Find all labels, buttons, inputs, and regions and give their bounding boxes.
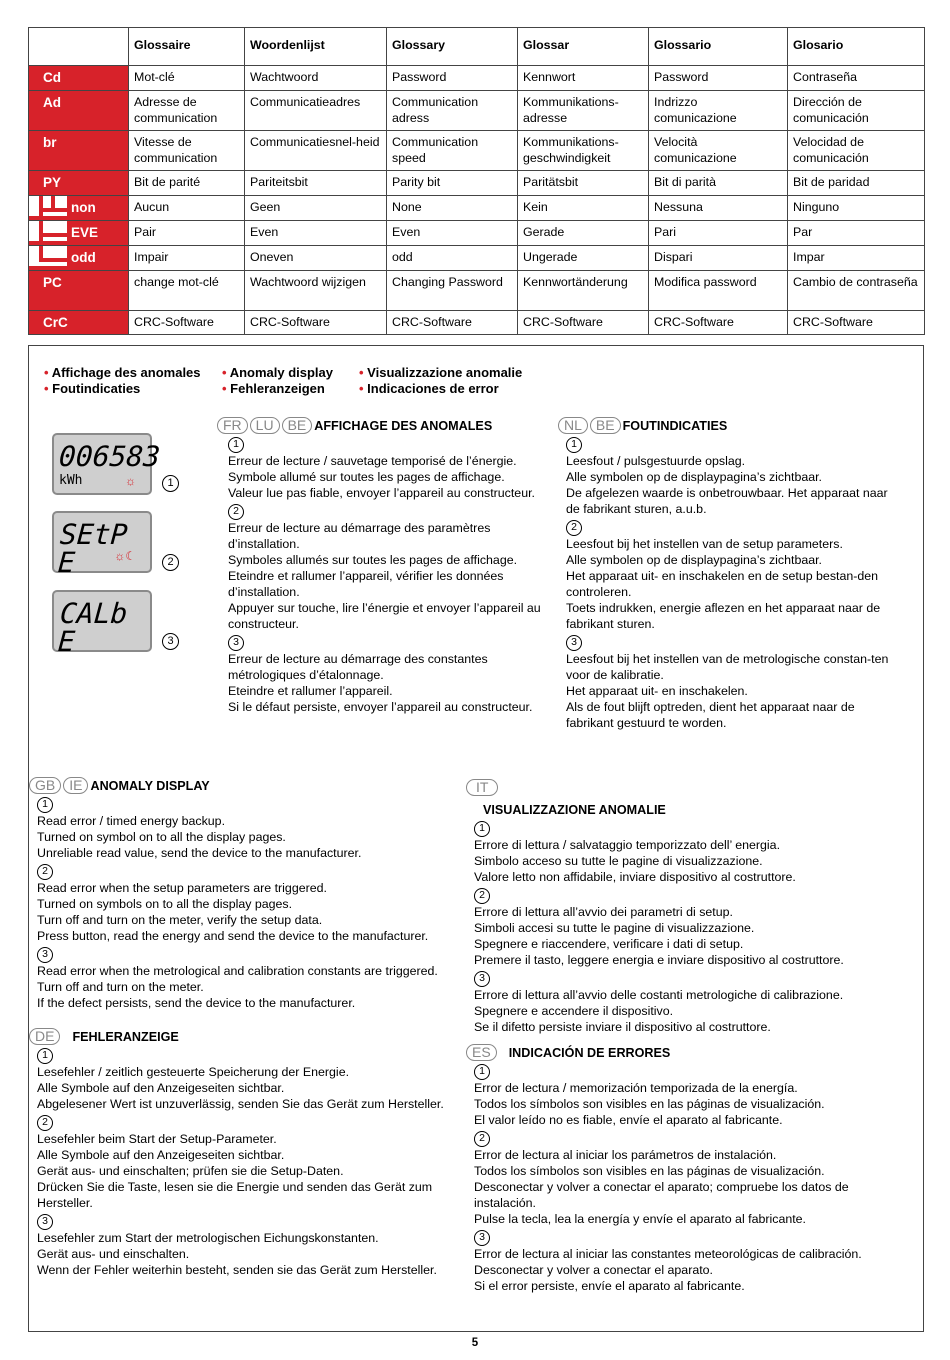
anomaly-box bbox=[28, 345, 924, 1332]
flag-be: BE bbox=[590, 417, 621, 434]
step-number: 3 bbox=[566, 635, 582, 651]
table-cell: Ungerade bbox=[518, 246, 649, 271]
bullet-icon: • bbox=[44, 365, 52, 380]
section-line: Simboli accesi su tutte le pagine di visualizzazione. bbox=[474, 921, 755, 935]
glossary-header-nl: Woordenlijst bbox=[245, 28, 387, 66]
section-line: Erreur de lecture / sauvetage temporisé de l’énergie. bbox=[228, 454, 517, 468]
table-cell: Velocità comunicazione bbox=[649, 131, 788, 171]
flag-nl: NL bbox=[558, 417, 588, 434]
section-line: Wenn der Fehler weiterhin besteht, senden sie das Gerät zum Hersteller. bbox=[37, 1263, 437, 1277]
section-line: Het apparaat uit- en inschakelen. bbox=[566, 684, 748, 698]
section-line: Abgelesener Wert ist unzuverlässig, senden Sie das Gerät zum Hersteller. bbox=[37, 1097, 444, 1111]
lcd-display-energy bbox=[52, 433, 162, 495]
section-line: Desconectar y volver a conectar el aparato; compruebe los datos de instalación. bbox=[474, 1180, 849, 1210]
step-number: 1 bbox=[474, 1064, 490, 1080]
glossary-header-de: Glossar bbox=[518, 28, 649, 66]
section-line: Valeur lue pas fiable, envoyer l’appareil au constructeur. bbox=[228, 486, 535, 500]
table-cell: CRC-Software bbox=[518, 311, 649, 335]
section-nl bbox=[558, 414, 903, 731]
section-line: Drücken Sie die Taste, lesen sie die Energie und senden das Gerät zum Hersteller. bbox=[37, 1180, 433, 1210]
section-de bbox=[29, 1025, 449, 1278]
legend-label: Visualizzazione anomalie bbox=[367, 365, 523, 380]
table-cell: Pari bbox=[649, 221, 788, 246]
row-code: PY bbox=[29, 171, 129, 196]
table-cell: Ninguno bbox=[788, 196, 925, 221]
section-line: Lesefehler beim Start der Setup-Parameter. bbox=[37, 1132, 277, 1146]
table-cell: Par bbox=[788, 221, 925, 246]
section-line: Desconectar y volver a conectar el aparato. bbox=[474, 1263, 713, 1277]
sun-icon: ☼ bbox=[125, 474, 136, 488]
section-line: Spegnere e accendere il dispositivo. bbox=[474, 1004, 674, 1018]
legend-item-es bbox=[359, 381, 499, 397]
section-line: Alle Symbole auf den Anzeigeseiten sichtbar. bbox=[37, 1081, 285, 1095]
table-row bbox=[29, 131, 925, 171]
table-cell: Pariteitsbit bbox=[245, 171, 387, 196]
table-cell: Paritätsbit bbox=[518, 171, 649, 196]
legend-item-it bbox=[359, 365, 522, 381]
table-cell: Bit de paridad bbox=[788, 171, 925, 196]
row-code-sub bbox=[29, 196, 129, 221]
section-es bbox=[466, 1041, 914, 1294]
section-line: Erreur de lecture au démarrage des constantes métrologiques d’étalonnage. bbox=[228, 652, 488, 682]
step-number: 1 bbox=[566, 437, 582, 453]
parity-bracket bbox=[29, 221, 67, 241]
table-cell: None bbox=[387, 196, 518, 221]
parity-bracket bbox=[29, 196, 67, 216]
legend-item-fr bbox=[44, 365, 201, 381]
section-line: Unreliable read value, send the device to the manufacturer. bbox=[37, 846, 362, 860]
table-cell: Wachtwoord wijzigen bbox=[245, 271, 387, 311]
section-line: Eteindre et rallumer l’appareil, vérifier les données d’installation. bbox=[228, 569, 504, 599]
row-code: Ad bbox=[29, 91, 129, 131]
section-line: El valor leído no es fiable, envíe el aparato al fabricante. bbox=[474, 1113, 783, 1127]
table-cell: Even bbox=[387, 221, 518, 246]
bullet-icon: • bbox=[222, 365, 230, 380]
row-code: odd bbox=[71, 250, 96, 265]
step-number: 3 bbox=[37, 947, 53, 963]
table-cell: Parity bit bbox=[387, 171, 518, 196]
table-cell: Communicatieadres bbox=[245, 91, 387, 131]
section-header bbox=[29, 1025, 449, 1045]
row-code-sub bbox=[29, 246, 129, 271]
step-number: 1 bbox=[474, 821, 490, 837]
table-cell: Communicatiesnel-heid bbox=[245, 131, 387, 171]
table-cell: odd bbox=[387, 246, 518, 271]
table-cell: CRC-Software bbox=[788, 311, 925, 335]
step-number: 2 bbox=[37, 864, 53, 880]
legend-item-nl bbox=[44, 381, 140, 397]
flag-de: DE bbox=[29, 1028, 60, 1045]
table-cell: Wachtwoord bbox=[245, 66, 387, 91]
section-line: Turn off and turn on the meter, verify the setup data. bbox=[37, 913, 323, 927]
section-line: Premere il tasto, leggere energia e inviare dispositivo al costruttore. bbox=[474, 953, 844, 967]
section-header bbox=[29, 774, 461, 794]
flag-it: IT bbox=[466, 779, 498, 796]
callout-number: 3 bbox=[162, 633, 179, 650]
section-title: FEHLERANZEIGE bbox=[72, 1030, 179, 1044]
table-row bbox=[29, 271, 925, 311]
row-code: EVE bbox=[71, 225, 99, 240]
callout-number: 2 bbox=[162, 554, 179, 571]
table-cell: Changing Password bbox=[387, 271, 518, 311]
flag-lu: LU bbox=[250, 417, 280, 434]
legend-label: Affichage des anomales bbox=[51, 365, 201, 380]
lcd-digits: 006583 bbox=[57, 440, 162, 473]
table-cell: Pair bbox=[129, 221, 245, 246]
section-line: Symboles allumés sur toutes les pages de affichage. bbox=[228, 553, 518, 567]
section-line: Turned on symbol on to all the display pages. bbox=[37, 830, 286, 844]
lcd-digits: SEtP E bbox=[56, 518, 129, 579]
section-line: Error de lectura / memorización temporizada de la energía. bbox=[474, 1081, 798, 1095]
flag-es: ES bbox=[466, 1044, 497, 1061]
table-cell: Bit de parité bbox=[129, 171, 245, 196]
section-line: De afgelezen waarde is onbetrouwbaar. Het apparaat naar de fabrikant sturen, a.u.b. bbox=[566, 486, 888, 516]
legend-label: Anomaly display bbox=[229, 365, 333, 380]
glossary-header-it: Glossario bbox=[649, 28, 788, 66]
section-it bbox=[466, 776, 906, 1035]
table-cell: Bit di parità bbox=[649, 171, 788, 196]
table-row bbox=[29, 91, 925, 131]
section-title: AFFICHAGE DES ANOMALES bbox=[314, 419, 493, 433]
table-cell: Even bbox=[245, 221, 387, 246]
table-cell: Communication adress bbox=[387, 91, 518, 131]
table-cell: Kommunikations-geschwindigkeit bbox=[518, 131, 649, 171]
section-line: Error de lectura al iniciar las constantes meteorológicas de calibración. bbox=[474, 1247, 862, 1261]
section-line: Errore di lettura / salvataggio temporizzato dell’ energia. bbox=[474, 838, 781, 852]
section-line: Het apparaat uit- en inschakelen en de setup bestan-den controleren. bbox=[566, 569, 879, 599]
row-code: PC bbox=[29, 271, 129, 311]
table-cell: CRC-Software bbox=[129, 311, 245, 335]
legend-label: Fehleranzeigen bbox=[230, 381, 325, 396]
legend-label: Foutindicaties bbox=[52, 381, 141, 396]
legend-label: Indicaciones de error bbox=[367, 381, 499, 396]
section-line: Turned on symbols on to all the display pages. bbox=[37, 897, 293, 911]
row-code: non bbox=[71, 200, 96, 215]
table-cell: Mot-clé bbox=[129, 66, 245, 91]
step-number: 1 bbox=[37, 797, 53, 813]
table-cell: CRC-Software bbox=[387, 311, 518, 335]
section-line: Spegnere e riaccendere, verificare i dati di setup. bbox=[474, 937, 744, 951]
bullet-icon: • bbox=[222, 381, 231, 396]
callout-number: 1 bbox=[162, 475, 179, 492]
glossary-header-fr: Glossaire bbox=[129, 28, 245, 66]
table-row bbox=[29, 221, 925, 246]
section-line: Gerät aus- und einschalten. bbox=[37, 1247, 190, 1261]
table-cell: CRC-Software bbox=[245, 311, 387, 335]
section-header bbox=[466, 1041, 914, 1061]
flag-be: BE bbox=[282, 417, 313, 434]
row-code-sub bbox=[29, 221, 129, 246]
table-row bbox=[29, 171, 925, 196]
page-number: 5 bbox=[471, 1337, 479, 1349]
section-title: VISUALIZZAZIONE ANOMALIE bbox=[483, 803, 666, 817]
section-line: Leesfout bij het instellen van de metrologische constan-ten voor de kalibratie. bbox=[566, 652, 889, 682]
table-cell: Nessuna bbox=[649, 196, 788, 221]
step-number: 3 bbox=[37, 1214, 53, 1230]
glossary-header-es: Glosario bbox=[788, 28, 925, 66]
section-line: Todos los símbolos son visibles en las páginas de visualización. bbox=[474, 1164, 825, 1178]
table-cell: Kommunikations-adresse bbox=[518, 91, 649, 131]
step-number: 3 bbox=[228, 635, 244, 651]
section-line: Valore letto non affidabile, inviare dispositivo al costruttore. bbox=[474, 870, 796, 884]
section-line: Alle symbolen op de displaypagina’s zichtbaar. bbox=[566, 553, 823, 567]
legend-item-en bbox=[222, 365, 333, 381]
table-cell: Cambio de contraseña bbox=[788, 271, 925, 311]
step-number: 2 bbox=[474, 888, 490, 904]
table-cell: Gerade bbox=[518, 221, 649, 246]
section-line: Read error when the setup parameters are triggered. bbox=[37, 881, 327, 895]
section-line: Gerät aus- und einschalten; prüfen sie die Setup-Daten. bbox=[37, 1164, 344, 1178]
section-line: Alle Symbole auf den Anzeigeseiten sichtbar. bbox=[37, 1148, 285, 1162]
bullet-icon: • bbox=[359, 365, 368, 380]
section-line: Error de lectura al iniciar los parámetros de instalación. bbox=[474, 1148, 777, 1162]
section-line: Eteindre et rallumer l’appareil. bbox=[228, 684, 393, 698]
lcd-digits: CALb E bbox=[56, 597, 129, 658]
bullet-icon: • bbox=[44, 381, 53, 396]
glossary-header-blank bbox=[29, 28, 129, 66]
glossary-table bbox=[28, 27, 925, 335]
step-number: 1 bbox=[37, 1048, 53, 1064]
section-line: Si el error persiste, envíe el aparato al fabricante. bbox=[474, 1279, 745, 1293]
section-line: Toets indrukken, energie aflezen en het apparaat naar de fabrikant sturen. bbox=[566, 601, 881, 631]
table-cell: CRC-Software bbox=[649, 311, 788, 335]
section-line: Lesefehler zum Start der metrologischen Eichungskonstanten. bbox=[37, 1231, 379, 1245]
section-line: Pulse la tecla, lea la energía y envíe el aparato al fabricante. bbox=[474, 1212, 807, 1226]
table-cell: Password bbox=[649, 66, 788, 91]
section-title: FOUTINDICATIES bbox=[622, 419, 728, 433]
section-line: Simbolo acceso su tutte le pagine di visualizzazione. bbox=[474, 854, 763, 868]
section-line: Appuyer sur touche, lire l’énergie et envoyer l’appareil au constructeur. bbox=[228, 601, 541, 631]
table-cell: Impair bbox=[129, 246, 245, 271]
table-cell: Oneven bbox=[245, 246, 387, 271]
lcd-unit: kWh bbox=[59, 473, 83, 488]
table-cell: Velocidad de comunicación bbox=[788, 131, 925, 171]
table-cell: Kennwort bbox=[518, 66, 649, 91]
table-cell: Modifica password bbox=[649, 271, 788, 311]
flag-gb: GB bbox=[29, 777, 61, 794]
section-line: Si le défaut persiste, envoyer l’appareil au constructeur. bbox=[228, 700, 533, 714]
section-line: Se il difetto persiste inviare il dispositivo al costruttore. bbox=[474, 1020, 771, 1034]
table-row bbox=[29, 311, 925, 335]
table-cell: Adresse de communication bbox=[129, 91, 245, 131]
section-line: Todos los símbolos son visibles en las páginas de visualización. bbox=[474, 1097, 825, 1111]
section-line: Read error / timed energy backup. bbox=[37, 814, 226, 828]
section-header bbox=[466, 776, 906, 796]
section-header bbox=[217, 414, 562, 434]
section-title: INDICACIÓN DE ERRORES bbox=[508, 1046, 671, 1060]
table-cell: Geen bbox=[245, 196, 387, 221]
parity-bracket bbox=[29, 246, 67, 266]
sun-moon-icon: ☼☾ bbox=[114, 549, 136, 563]
section-line: Errore di lettura all’avvio delle costanti metrologiche di calibrazione. bbox=[474, 988, 844, 1002]
glossary-header-row bbox=[29, 28, 925, 66]
step-number: 2 bbox=[566, 520, 582, 536]
section-line: Press button, read the energy and send the device to the manufacturer. bbox=[37, 929, 429, 943]
legend-item-de bbox=[222, 381, 325, 397]
section-line: Leesfout bij het instellen van de setup parameters. bbox=[566, 537, 843, 551]
table-cell: Kennwortänderung bbox=[518, 271, 649, 311]
table-cell: change mot-clé bbox=[129, 271, 245, 311]
table-cell: Kein bbox=[518, 196, 649, 221]
section-line: Leesfout / pulsgestuurde opslag. bbox=[566, 454, 746, 468]
section-title: ANOMALY DISPLAY bbox=[90, 779, 210, 793]
step-number: 2 bbox=[474, 1131, 490, 1147]
table-cell: Vitesse de communication bbox=[129, 131, 245, 171]
step-number: 3 bbox=[474, 1230, 490, 1246]
section-header bbox=[558, 414, 903, 434]
section-gb bbox=[29, 774, 461, 1011]
table-cell: Communication speed bbox=[387, 131, 518, 171]
row-code: CrC bbox=[29, 311, 129, 335]
table-row bbox=[29, 196, 925, 221]
step-number: 3 bbox=[474, 971, 490, 987]
flag-ie: IE bbox=[63, 777, 88, 794]
section-fr bbox=[217, 414, 562, 715]
row-code: br bbox=[29, 131, 129, 171]
lcd-display-calibration bbox=[52, 590, 152, 658]
table-row bbox=[29, 246, 925, 271]
section-line: Read error when the metrological and calibration constants are triggered. Turn off and turn on the meter. bbox=[37, 964, 438, 994]
table-row bbox=[29, 66, 925, 91]
section-line: Lesefehler / zeitlich gesteuerte Speicherung der Energie. bbox=[37, 1065, 350, 1079]
table-cell: Aucun bbox=[129, 196, 245, 221]
table-cell: Contraseña bbox=[788, 66, 925, 91]
section-line: Symbole allumé sur toutes les pages de affichage. bbox=[228, 470, 505, 484]
bullet-icon: • bbox=[359, 381, 368, 396]
glossary-header-en: Glossary bbox=[387, 28, 518, 66]
lcd-display-setup bbox=[52, 511, 152, 579]
section-line: Errore di lettura all’avvio dei parametri di setup. bbox=[474, 905, 733, 919]
table-cell: Indrizzo comunicazione bbox=[649, 91, 788, 131]
step-number: 2 bbox=[228, 504, 244, 520]
table-cell: Dispari bbox=[649, 246, 788, 271]
section-line: Erreur de lecture au démarrage des paramètres d’installation. bbox=[228, 521, 491, 551]
step-number: 2 bbox=[37, 1115, 53, 1131]
step-number: 1 bbox=[228, 437, 244, 453]
table-cell: Dirección de comunicación bbox=[788, 91, 925, 131]
flag-fr: FR bbox=[217, 417, 248, 434]
table-cell: Password bbox=[387, 66, 518, 91]
table-cell: Impar bbox=[788, 246, 925, 271]
row-code: Cd bbox=[29, 66, 129, 91]
section-line: Alle symbolen op de displaypagina’s zichtbaar. bbox=[566, 470, 823, 484]
section-line: If the defect persists, send the device to the manufacturer. bbox=[37, 996, 356, 1010]
section-line: Als de fout blijft optreden, dient het apparaat naar de fabrikant gestuurd te worden. bbox=[566, 700, 855, 730]
